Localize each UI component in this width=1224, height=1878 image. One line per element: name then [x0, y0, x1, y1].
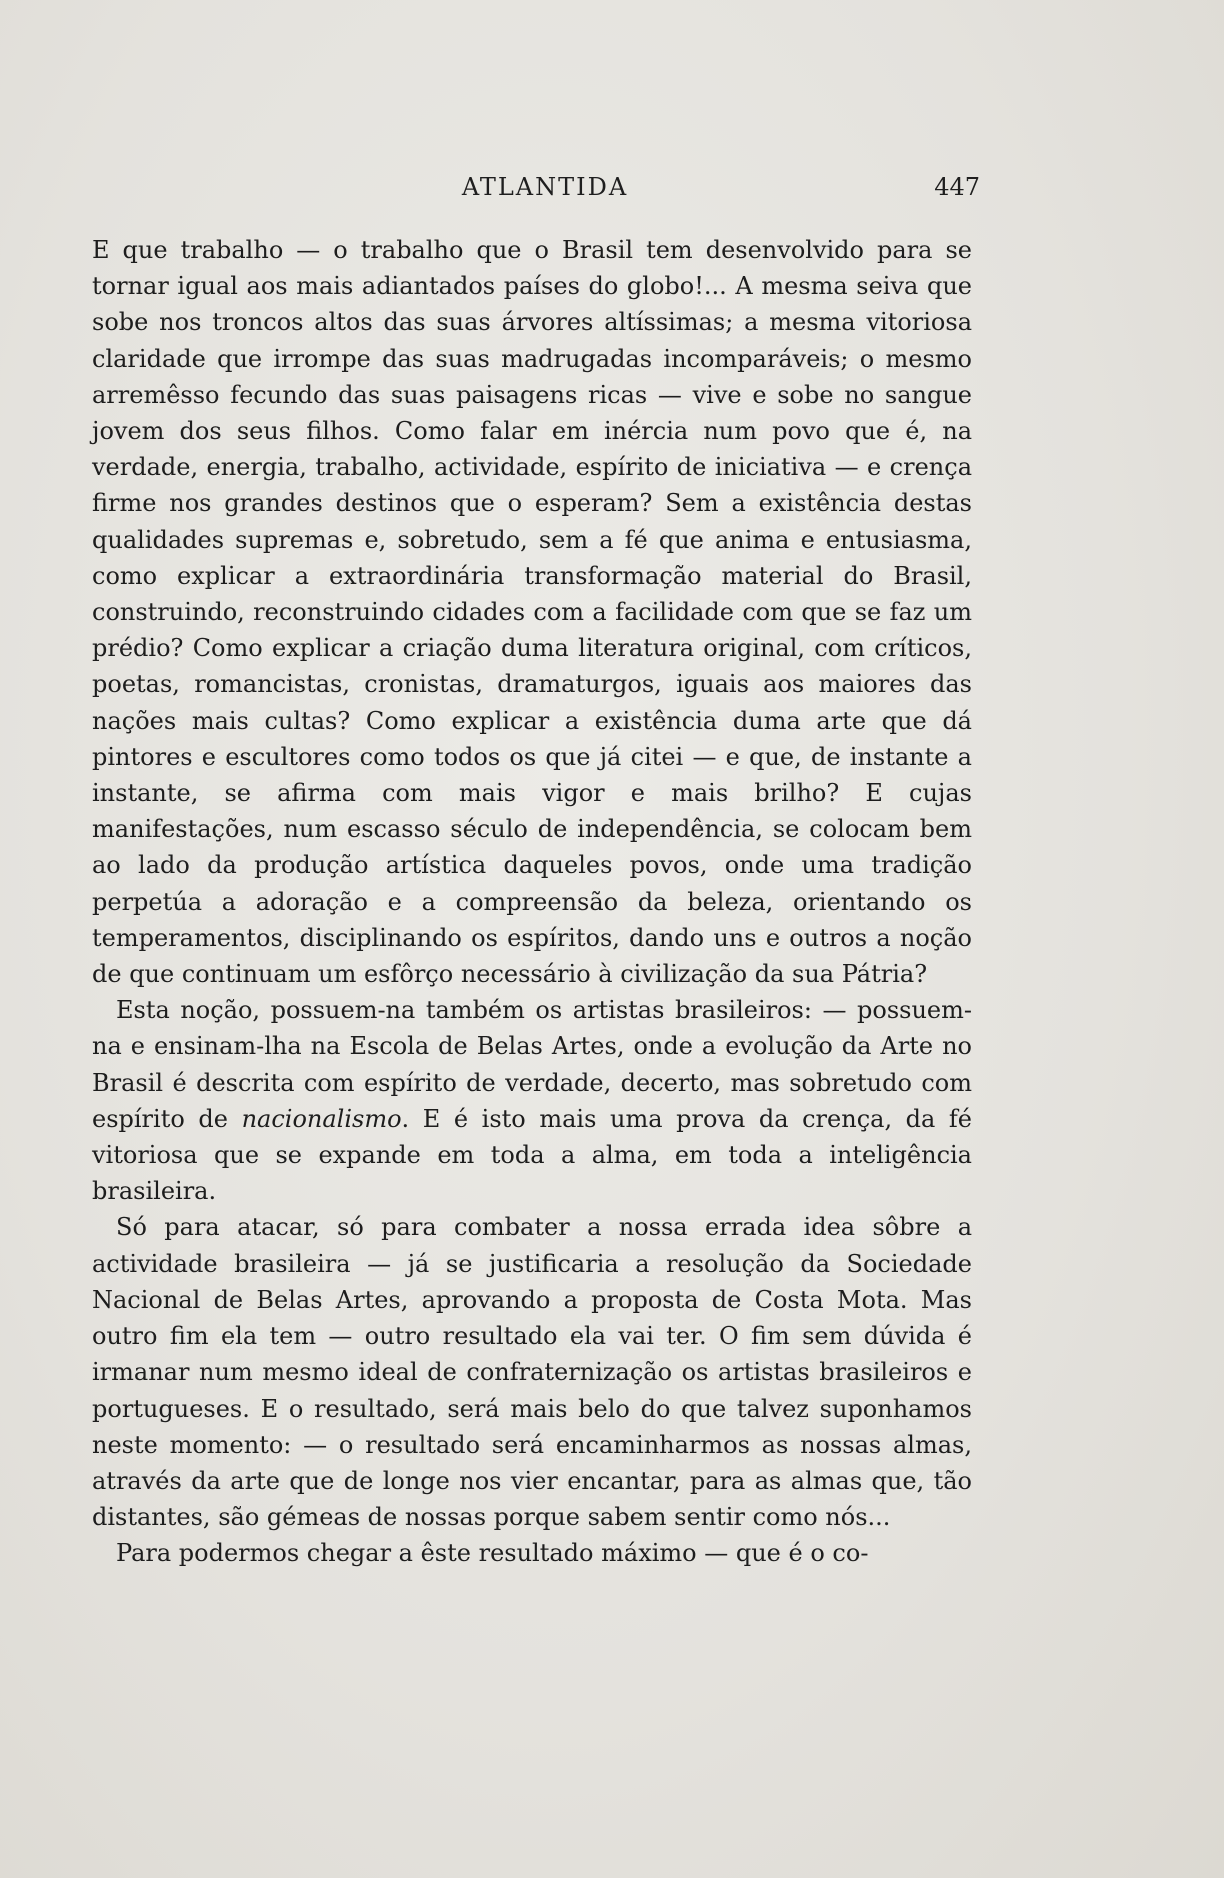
- paragraph-2-text-end: . E é isto mais uma prova da crença, da fé vitoriosa que se expande em toda a alma, em toda a inteligência brasileira.: [92, 1104, 973, 1206]
- running-head: [110, 173, 980, 205]
- page-number: 447: [934, 173, 980, 201]
- paragraph-2-text: Esta noção, possuem-na também os artistas brasileiros: — possuem-na e ensinam-lha na Escola de Belas Artes, onde a evolução da Arte no Brasil é descrita com espírito de verdade, decerto, mas sobretudo com espírito de: [92, 996, 972, 1133]
- paragraph-1: E que trabalho — o trabalho que o Brasil tem desenvolvido para se tornar igual aos mais adiantados países do globo!... A mesma seiva que sobe nos troncos altos das suas árvores altíssimas; a mesma vitoriosa claridade que irrompe das suas madrugadas incomparáveis; o mesmo arremêsso fecundo das suas paisagens ricas — vive e sobe no sangue jovem dos seus filhos. Como falar em inércia num povo que é, na verdade, energia, trabalho, actividade, espírito de iniciativa — e crença firme nos grandes destinos que o esperam? Sem a existência destas qualidades supremas e, sobretudo, sem a fé que anima e entusiasma, como explicar a extraordinária transformação material do Brasil, construindo, reconstruindo cidades com a facilidade com que se faz um prédio? Como explicar a criação duma literatura original, com críticos, poetas, romancistas, cronistas, dramaturgos, iguais aos maiores das nações mais cultas? Como explicar a existência duma arte que dá pintores e escultores como todos os que já citei — e que, de instante a instante, se afirma com mais vigor e mais brilho? E cujas manifestações, num escasso século de independência, se colocam bem ao lado da produção artística daqueles povos, onde uma tradição perpetúa a adoração e a compreensão da beleza, orientando os temperamentos, disciplinando os espíritos, dando uns e outros a noção de que continuam um esfôrço necessário à civilização da sua Pátria?: [92, 236, 972, 989]
- paragraph-4: Para podermos chegar a êste resultado máximo — que é o co-: [116, 1539, 869, 1568]
- body-text: [92, 232, 972, 1572]
- paragraph-3: Só para atacar, só para combater a nossa errada idea sôbre a actividade brasileira — já se justificaria a resolução da Sociedade Nacional de Belas Artes, aprovando a proposta de Costa Mota. Mas outro fim ela tem — outro resultado ela vai ter. O fim sem dúvida é irmanar num mesmo ideal de confraternização os artistas brasileiros e portugueses. E o resultado, será mais belo do que talvez suponhamos neste momento: — o resultado será encaminharmos as nossas almas, através da arte que de longe nos vier encantar, para as almas que, tão distantes, são gémeas de nossas porque sabem sentir como nós...: [92, 1213, 972, 1532]
- running-title: ATLANTIDA: [461, 173, 629, 201]
- paragraph-2: [92, 992, 972, 1209]
- emphasis-nacionalismo: nacionalismo: [241, 1104, 402, 1133]
